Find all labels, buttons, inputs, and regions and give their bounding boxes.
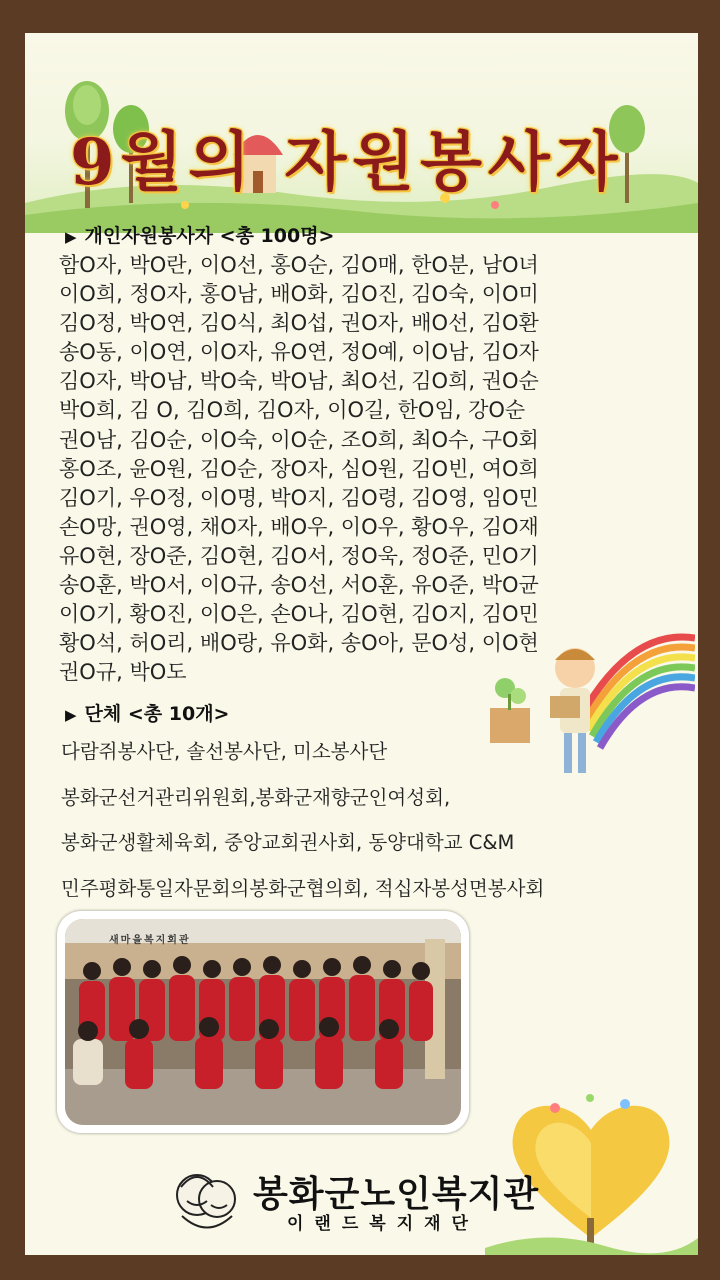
boy-rainbow-illustration (480, 608, 695, 783)
group-line: 다람쥐봉사단, 솔선봉사단, 미소봉사단 (61, 740, 388, 763)
names-line: 김O기, 우O정, 이O명, 박O지, 김O령, 김O영, 임O민 (59, 485, 539, 510)
triangle-icon: ▶ (65, 706, 77, 724)
page-title: 9월의 자원봉사자 (70, 125, 624, 200)
group-line: 봉화군생활체육회, 중앙교회권사회, 동양대학교 C&M (61, 831, 515, 854)
names-line: 권O규, 박O도 (59, 660, 187, 685)
groups-heading (65, 699, 229, 726)
names-line: 이O희, 정O자, 홍O남, 배O화, 김O진, 김O숙, 이O미 (59, 282, 539, 307)
heart-tree-illustration (485, 1068, 698, 1255)
individual-heading-text: 개인자원봉사자 <총 100명> (84, 225, 335, 247)
names-line: 김O자, 박O남, 박O숙, 박O남, 최O선, 김O희, 권O순 (59, 369, 539, 394)
poster-paper (25, 33, 698, 1255)
names-line: 황O석, 허O리, 배O랑, 유O화, 송O아, 문O성, 이O현 (59, 631, 539, 656)
photo-frame (57, 911, 469, 1133)
names-line: 유O현, 장O준, 김O현, 김O서, 정O욱, 정O준, 민O기 (59, 543, 539, 568)
names-line: 손O망, 권O영, 채O자, 배O우, 이O우, 황O우, 김O재 (59, 514, 539, 539)
individual-heading (65, 221, 334, 248)
elderly-couple-logo-icon (167, 1161, 247, 1241)
group-photo (65, 919, 461, 1125)
names-line: 박O희, 김 O, 김O희, 김O자, 이O길, 한O임, 강O순 (59, 398, 526, 423)
organization-name: 봉화군노인복지관 (253, 1174, 540, 1215)
building-sign: 새마을복지회관 (109, 935, 191, 946)
names-line: 함O자, 박O란, 이O선, 홍O순, 김O매, 한O분, 남O녀 (59, 253, 539, 277)
names-line: 송O동, 이O연, 이O자, 유O연, 정O예, 이O남, 김O자 (59, 340, 539, 365)
group-line: 봉화군선거관리위원회,봉화군재향군인여성회, (61, 785, 451, 809)
groups-heading-text: 단체 <총 10개> (84, 703, 230, 725)
organization-foundation: 이랜드복지재단 (287, 1214, 479, 1234)
names-line: 권O남, 김O순, 이O숙, 이O순, 조O희, 최O수, 구O회 (59, 427, 539, 452)
photo-scene (65, 919, 461, 1125)
group-line: 민주평화통일자문회의봉화군협의회, 적십자봉성면봉사회 (61, 876, 545, 900)
names-line: 홍O조, 윤O원, 김O순, 장O자, 심O원, 김O빈, 여O희 (59, 456, 539, 481)
triangle-icon: ▶ (65, 228, 77, 246)
names-line: 송O훈, 박O서, 이O규, 송O선, 서O훈, 유O준, 박O균 (59, 573, 539, 598)
names-line: 김O정, 박O연, 김O식, 최O섭, 권O자, 배O선, 김O환 (59, 311, 539, 336)
names-line: 이O기, 황O진, 이O은, 손O나, 김O현, 김O지, 김O민 (59, 602, 539, 627)
